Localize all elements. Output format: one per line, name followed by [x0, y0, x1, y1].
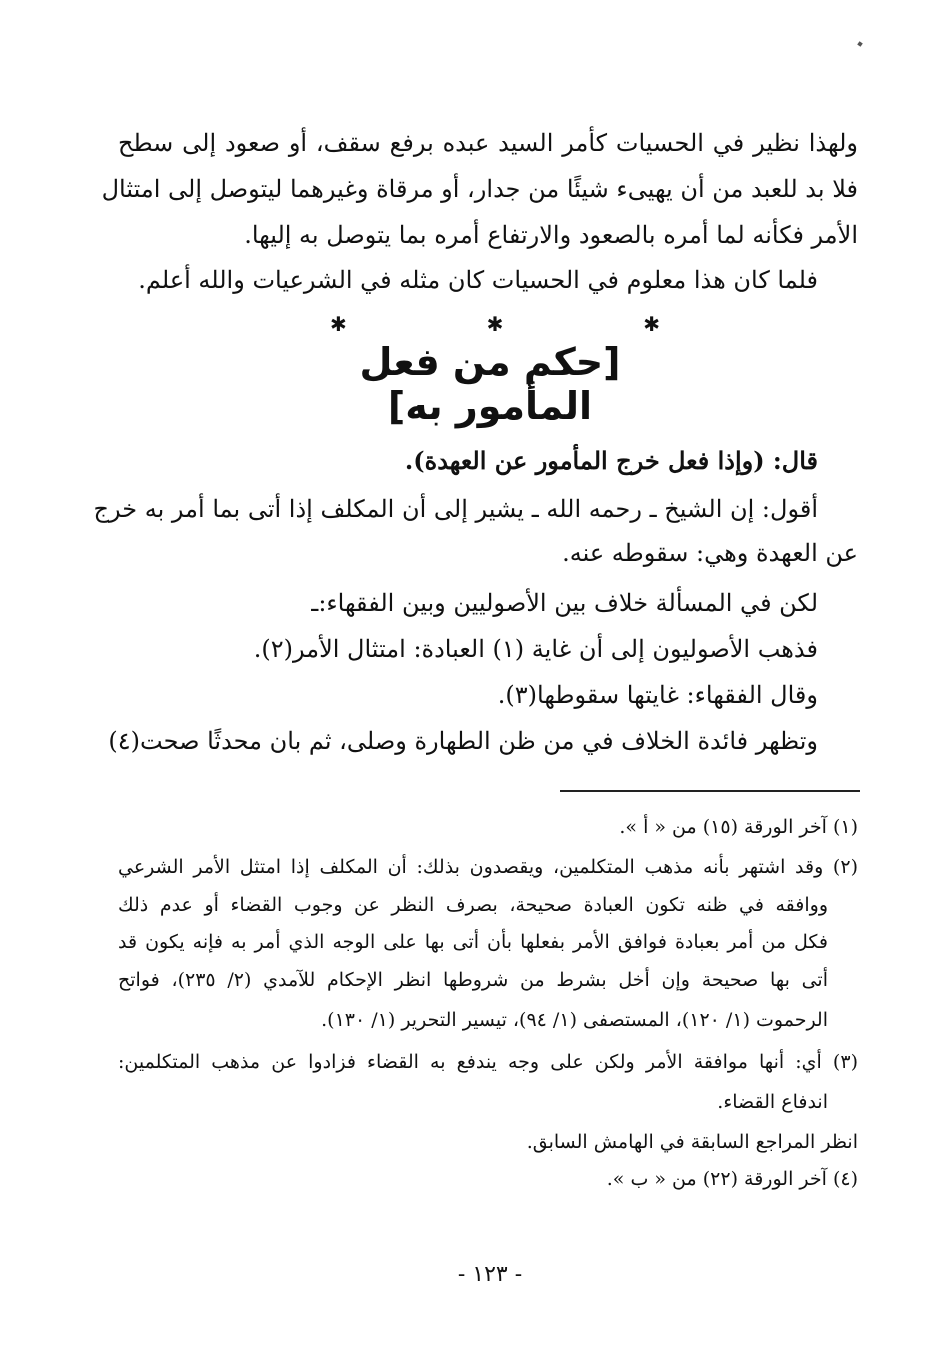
body-line-1: ولهذا نظير في الحسيات كأمر السيد عبده برفع سقف، أو صعود إلى سطح [118, 129, 858, 157]
body-line-3: الأمر فكأنه لما أمره بالصعود والارتفاع أمره بما يتوصل به إليها. [244, 221, 858, 249]
footnote-line-6: الرحموت (١/ ١٢٠)، المستصفى (١/ ٩٤)، تيسير التحرير (١/ ١٣٠). [321, 1009, 828, 1031]
footnote-line-2: (٢) وقد اشتهر بأنه مذهب المتكلمين، ويقصدون بذلك: أن المكلف إذا امتثل الأمر الشرعي [118, 856, 858, 878]
section-line-1: قال: (وإذا فعل خرج المأمور عن العهدة). [404, 446, 818, 475]
footnote-line-5: أتى بها صحيحة وإن أخل بشرط من شروطها انظر الإحكام للآمدي (٢/ ٢٣٥)، فواتح [118, 969, 828, 991]
section-line-5: فذهب الأصوليون إلى أن غاية (١) العبادة: امتثال الأمر(٢). [253, 635, 818, 663]
footnote-line-3: ووافقه في ظنه تكون العبادة صحيحة، بصرف النظر عن وجوب القضاء أو عدم ذلك [118, 894, 828, 916]
section-heading: [حكم من فعل المأمور به] [359, 340, 621, 428]
page-number: - ١٢٣ - [457, 1262, 523, 1287]
section-line-4: لكن في المسألة خلاف بين الأصوليين وبين الفقهاء:ـ [311, 589, 818, 617]
footnote-line-1: (١) آخر الورقة (١٥) من « أ ». [619, 816, 858, 838]
footnote-line-4: فكل من أمر بعبادة فوافق الأمر بفعلها بأن أتى بها على الوجه الذي أمر به فإنه يكون قد [118, 931, 828, 953]
scan-speck [857, 41, 863, 47]
footnote-line-7: (٣) أي: أنها موافقة الأمر ولكن على وجه يندفع به القضاء فزادوا عن مذهب المتكلمين: [118, 1051, 858, 1073]
ornament-star: ✱ [486, 312, 504, 336]
footnote-line-8: اندفاع القضاء. [717, 1091, 828, 1113]
footnote-line-10: (٤) آخر الورقة (٢٢) من « ب ». [606, 1168, 858, 1190]
section-line-6: وقال الفقهاء: غايتها سقوطها(٣). [497, 681, 818, 709]
ornament-star: ✱ [330, 312, 347, 336]
ornament-star: ✱ [643, 312, 660, 336]
body-line-4: فلما كان هذا معلوم في الحسيات كان مثله في الشرعيات والله أعلم. [138, 266, 818, 294]
section-line-3: عن العهدة وهي: سقوطه عنه. [562, 539, 858, 567]
section-ornament [330, 312, 660, 336]
footnote-line-9: انظر المراجع السابقة في الهامش السابق. [526, 1131, 858, 1153]
section-line-2: أقول: إن الشيخ ـ رحمه الله ـ يشير إلى أن المكلف إذا أتى بما أمر به خرج [93, 495, 818, 523]
body-line-2: فلا بد للعبد من أن يهيىء شيئًا من جدار، أو مرقاة وغيرهما ليتوصل إلى امتثال [101, 175, 858, 203]
section-line-7: وتظهر فائدة الخلاف في من ظن الطهارة وصلى، ثم بان محدثًا صحت(٤) [108, 727, 818, 755]
footnote-separator [560, 790, 860, 792]
